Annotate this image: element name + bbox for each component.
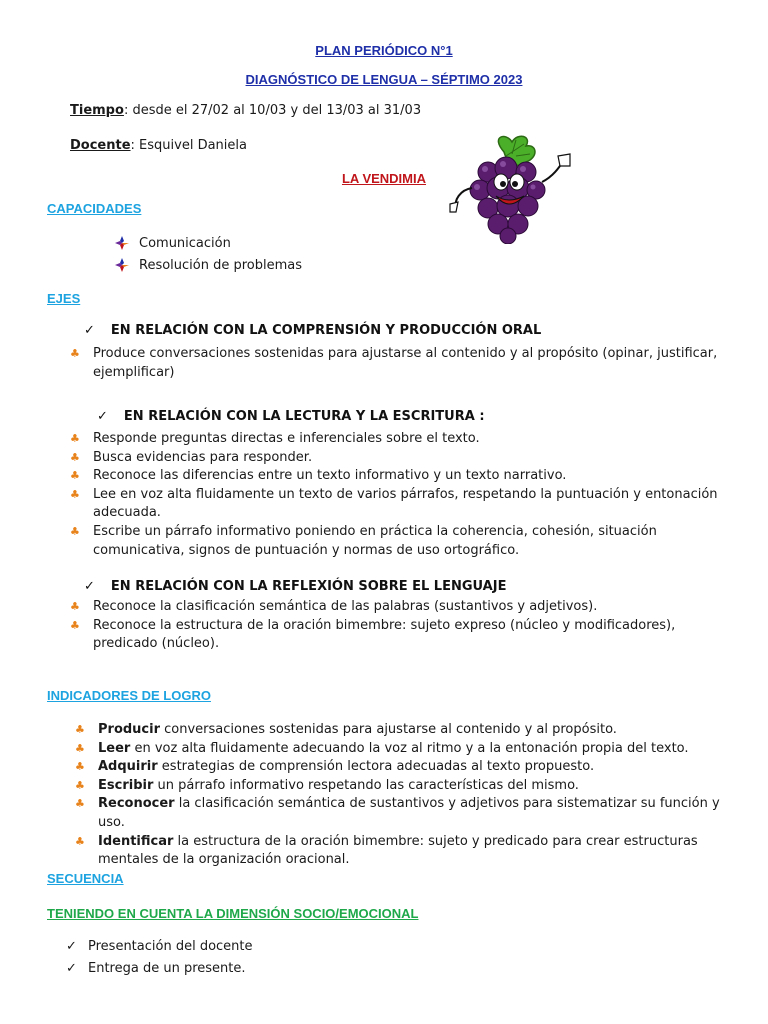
list-item: ♣ Identificar la estructura de la oración bimembre: sujeto y predicado para crear estructuras mentales de la organización oracional.	[75, 833, 698, 868]
indicadores-list	[75, 721, 725, 870]
list-item: ♣ Escribir un párrafo informativo respetando las características del mismo.	[75, 777, 725, 796]
list-item: ♣ Escribe un párrafo informativo poniendo en práctica la coherencia, cohesión, situación comunicativa, signos de puntuación y normas de uso ortográfico.	[70, 523, 657, 558]
list-item	[115, 254, 302, 276]
club-bullet-icon: ♣	[70, 347, 80, 360]
tiempo-value: : desde el 27/02 al 10/03 y del 13/03 al 31/03	[123, 103, 422, 118]
club-bullet-icon: ♣	[70, 450, 80, 464]
list-item: ♣ Busca evidencias para responder.	[70, 449, 730, 468]
secuencia-list	[66, 936, 253, 980]
check-icon: ✓	[97, 409, 108, 424]
list-item: ♣ Responde preguntas directas e inferenciales sobre el texto.	[70, 430, 730, 449]
list-item: ♣ Reconocer la clasificación semántica de sustantivos y adjetivos para sistematizar su función y uso.	[75, 796, 720, 830]
tiempo-line	[70, 103, 421, 118]
diamond-bullet-icon	[115, 236, 129, 250]
check-icon: ✓	[66, 939, 77, 954]
capacidad-label: Comunicación	[139, 235, 231, 251]
secuencia-subheading: TENIENDO EN CUENTA LA DIMENSIÓN SOCIO/EMOCIONAL	[47, 906, 419, 921]
plan-subtitle: DIAGNÓSTICO DE LENGUA – SÉPTIMO 2023	[245, 72, 523, 87]
docente-value: : Esquivel Daniela	[130, 138, 247, 153]
list-item: ♣ Producir conversaciones sostenidas para ajustarse al contenido y al propósito.	[75, 721, 725, 740]
club-bullet-icon: ♣	[75, 778, 85, 792]
docente-label: Docente	[70, 138, 131, 153]
club-bullet-icon: ♣	[75, 723, 85, 736]
club-bullet-icon: ♣	[70, 487, 80, 501]
plan-title: PLAN PERIÓDICO N°1	[315, 43, 453, 58]
list-item: ♣ Reconoce las diferencias entre un texto informativo y un texto narrativo.	[70, 467, 730, 486]
eje-list-lectura	[70, 430, 730, 560]
check-icon: ✓	[84, 579, 95, 594]
eje-group-title: ✓ EN RELACIÓN CON LA COMPRENSIÓN Y PRODUCCIÓN ORAL	[84, 323, 542, 338]
club-bullet-icon: ♣	[70, 524, 80, 538]
secuencia-heading: SECUENCIA	[47, 871, 124, 886]
list-item: ♣ Produce conversaciones sostenidas para ajustarse al contenido y al propósito (opinar, justificar, ejemplificar)	[70, 346, 718, 380]
club-bullet-icon: ♣	[75, 760, 85, 774]
list-item: ✓ Presentación del docente	[66, 936, 253, 958]
eje-group-title: ✓ EN RELACIÓN CON LA LECTURA Y LA ESCRITURA :	[97, 409, 485, 424]
check-icon: ✓	[66, 961, 77, 976]
club-bullet-icon: ♣	[70, 469, 80, 483]
list-item: ♣ Reconoce la clasificación semántica de las palabras (sustantivos y adjetivos).	[70, 598, 730, 617]
list-item: ♣ Lee en voz alta fluidamente un texto de varios párrafos, respetando la puntuación y entonación adecuada.	[70, 486, 718, 521]
capacidades-list	[115, 232, 302, 276]
eje-list-reflexion	[70, 598, 730, 654]
club-bullet-icon: ♣	[70, 618, 80, 632]
list-item	[115, 232, 302, 254]
diamond-bullet-icon	[115, 258, 129, 272]
list-item: ♣ Reconoce la estructura de la oración bimembre: sujeto expreso (núcleo y modificadores), predicado (núcleo).	[70, 617, 676, 652]
indicadores-heading: INDICADORES DE LOGRO	[47, 688, 211, 703]
tiempo-label: Tiempo	[70, 103, 124, 118]
club-bullet-icon: ♣	[75, 834, 85, 848]
club-bullet-icon: ♣	[75, 741, 85, 755]
ejes-heading: EJES	[47, 291, 81, 306]
grape-mascot-icon	[446, 132, 574, 244]
eje-list-oral	[70, 345, 730, 382]
club-bullet-icon: ♣	[70, 432, 80, 445]
check-icon: ✓	[84, 323, 95, 338]
club-bullet-icon: ♣	[75, 797, 85, 811]
docente-line	[70, 138, 247, 153]
eje-group-title: ✓ EN RELACIÓN CON LA REFLEXIÓN SOBRE EL LENGUAJE	[84, 579, 507, 594]
capacidad-label: Resolución de problemas	[139, 257, 303, 273]
list-item: ♣ Adquirir estrategias de comprensión lectora adecuadas al texto propuesto.	[75, 758, 725, 777]
list-item: ✓ Entrega de un presente.	[66, 958, 253, 980]
list-item: ♣ Leer en voz alta fluidamente adecuando la voz al ritmo y a la entonación propia del texto.	[75, 740, 725, 759]
club-bullet-icon: ♣	[70, 600, 80, 613]
capacidades-heading: CAPACIDADES	[47, 201, 142, 216]
topic-title: LA VENDIMIA	[341, 171, 427, 186]
